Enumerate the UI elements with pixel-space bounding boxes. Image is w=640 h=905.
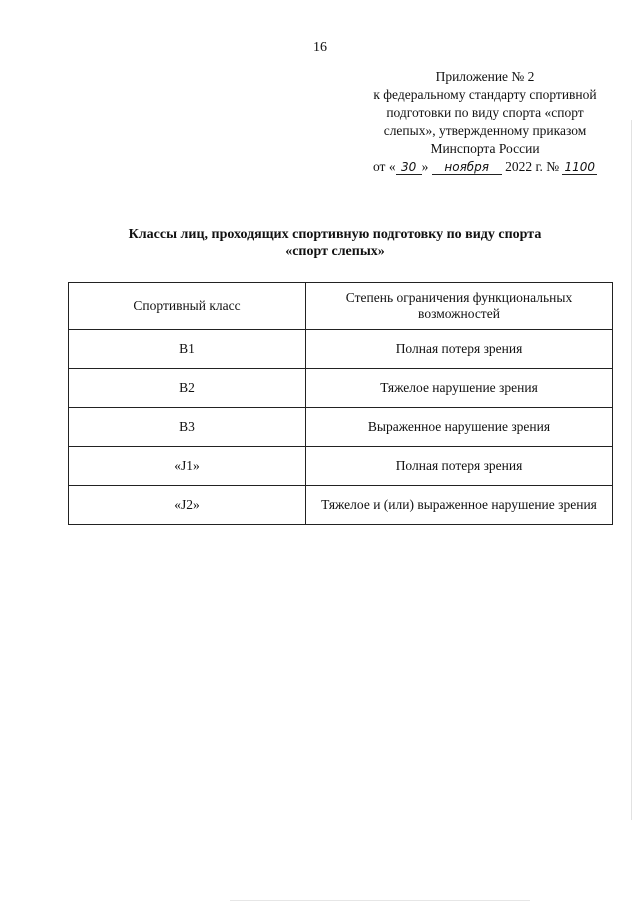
cell-class: «J1» bbox=[69, 447, 306, 486]
cell-description: Выраженное нарушение зрения bbox=[306, 408, 613, 447]
date-mid: » bbox=[421, 159, 429, 174]
cell-class: B2 bbox=[69, 369, 306, 408]
date-year: 2022 г. № bbox=[505, 159, 560, 174]
handwritten-date-day: 30 bbox=[396, 160, 422, 175]
approval-order-line: слепых», утвержденному приказом bbox=[383, 123, 587, 138]
header-sport-class: Спортивный класс bbox=[69, 283, 306, 330]
sport-classes-table bbox=[68, 282, 613, 525]
handwritten-date-month: ноября bbox=[432, 160, 502, 175]
cell-description: Тяжелое нарушение зрения bbox=[306, 369, 613, 408]
scan-edge-line bbox=[631, 120, 632, 820]
table-row bbox=[69, 486, 613, 525]
approval-ministry-line: Минспорта России bbox=[430, 141, 540, 156]
table-row bbox=[69, 447, 613, 486]
table-row bbox=[69, 369, 613, 408]
handwritten-order-number: 1100 bbox=[564, 160, 596, 174]
table-row bbox=[69, 330, 613, 369]
cell-class: B1 bbox=[69, 330, 306, 369]
document-title bbox=[60, 226, 610, 260]
table-row bbox=[69, 408, 613, 447]
scan-bottom-line bbox=[230, 900, 530, 901]
cell-description: Тяжелое и (или) выраженное нарушение зрения bbox=[306, 486, 613, 525]
header-limitation-degree: Степень ограничения функциональных возможностей bbox=[306, 283, 613, 330]
cell-class: B3 bbox=[69, 408, 306, 447]
page-number: 16 bbox=[313, 40, 327, 55]
approval-block bbox=[330, 68, 640, 176]
cell-class: «J2» bbox=[69, 486, 306, 525]
title-line-1: Классы лиц, проходящих спортивную подготовку по виду спорта bbox=[128, 227, 542, 242]
approval-date-line bbox=[330, 158, 640, 176]
approval-appendix-line: Приложение № 2 bbox=[435, 69, 535, 84]
cell-description: Полная потеря зрения bbox=[306, 447, 613, 486]
approval-standard-line: к федеральному стандарту спортивной bbox=[373, 87, 597, 102]
approval-sport-line: подготовки по виду спорта «спорт bbox=[386, 105, 584, 120]
date-prefix: от « bbox=[372, 159, 396, 174]
title-line-2: «спорт слепых» bbox=[285, 244, 385, 259]
cell-description: Полная потеря зрения bbox=[306, 330, 613, 369]
table-header-row bbox=[69, 283, 613, 330]
